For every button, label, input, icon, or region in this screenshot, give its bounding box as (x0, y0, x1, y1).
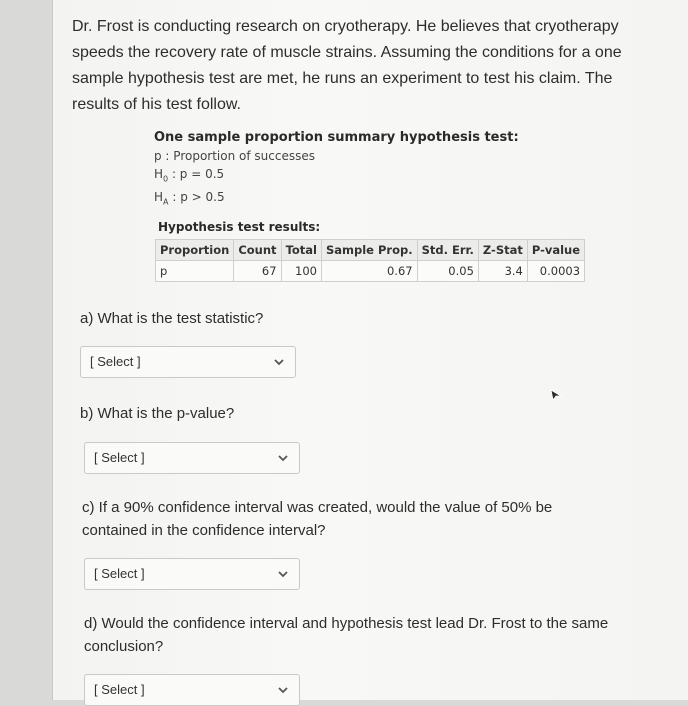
cell-std-err: 0.05 (417, 261, 478, 282)
question-b: b) What is the p-value? (80, 405, 235, 422)
question-c: c) If a 90% confidence interval was created, would the value of 50% be contained in the confidence interval? (82, 499, 553, 539)
problem-statement: Dr. Frost is conducting research on cryotherapy. He believes that cryotherapy speeds the recovery rate of muscle strains. Assuming the conditions for a one sample hypothesis test are met, he runs an experiment to test his claim. The results of his test follow. (72, 18, 622, 113)
cell-count: 67 (234, 261, 281, 282)
results-title: Hypothesis test results: (158, 220, 321, 234)
chevron-down-icon (277, 684, 289, 696)
results-header-row (156, 240, 585, 261)
chevron-down-icon (277, 568, 289, 580)
answer-c-select[interactable] (84, 558, 300, 590)
answer-b-select[interactable] (84, 442, 300, 474)
mouse-pointer-icon (549, 388, 563, 402)
answer-a-select[interactable] (80, 346, 296, 378)
cell-z-stat: 3.4 (478, 261, 527, 282)
col-std-err: Std. Err. (417, 240, 478, 261)
results-table (155, 239, 585, 282)
cell-sample-prop: 0.67 (321, 261, 417, 282)
cell-proportion: p (156, 261, 234, 282)
col-p-value: P-value (527, 240, 584, 261)
select-placeholder: [ Select ] (94, 566, 145, 581)
chevron-down-icon (277, 452, 289, 464)
col-total: Total (281, 240, 321, 261)
select-placeholder: [ Select ] (94, 682, 145, 697)
col-z-stat: Z-Stat (478, 240, 527, 261)
alternative-hypothesis: $H_A$ : p > 0.5 (154, 190, 225, 207)
col-proportion: Proportion (156, 240, 234, 261)
col-sample-prop: Sample Prop. (321, 240, 417, 261)
summary-title: One sample proportion summary hypothesis test: (154, 130, 519, 145)
cell-total: 100 (281, 261, 321, 282)
question-a: a) What is the test statistic? (80, 310, 264, 327)
parameter-definition: p : Proportion of successes (154, 149, 315, 163)
null-hypothesis: $H_0$ : p = 0.5 (154, 167, 225, 184)
select-placeholder: [ Select ] (94, 450, 145, 465)
results-row (156, 261, 585, 282)
cell-p-value: 0.0003 (527, 261, 584, 282)
select-placeholder: [ Select ] (90, 354, 141, 369)
chevron-down-icon (273, 356, 285, 368)
question-d: d) Would the confidence interval and hypothesis test lead Dr. Frost to the same conclusion? (84, 615, 609, 655)
col-count: Count (234, 240, 281, 261)
answer-d-select[interactable] (84, 674, 300, 706)
hypothesis-summary (154, 130, 519, 212)
